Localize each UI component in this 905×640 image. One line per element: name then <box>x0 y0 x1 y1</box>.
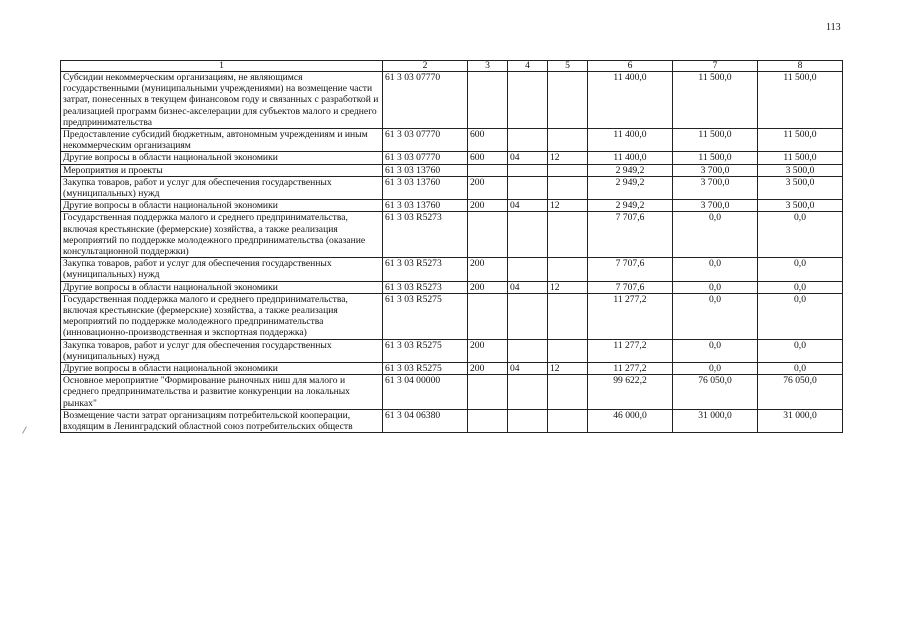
cell-amount-year2: 11 500,0 <box>673 152 758 164</box>
cell-name: Предоставление субсидий бюджетным, автономным учреждениям и иным некоммерческим организациям <box>61 129 383 152</box>
cell-subsection <box>548 409 588 432</box>
col-header-5: 5 <box>548 61 588 72</box>
cell-amount-year3: 3 500,0 <box>758 200 843 212</box>
cell-expense-type: 600 <box>468 152 508 164</box>
cell-subsection <box>548 212 588 258</box>
cell-amount-year1: 11 277,2 <box>588 339 673 362</box>
cell-name: Возмещение части затрат организациям потребительской кооперации, входящим в Ленинградский областной союз потребительских обществ <box>61 409 383 432</box>
cell-name: Основное мероприятие "Формирование рыночных ниш для малого и среднего предпринимательства и развитие конкуренции на локальных рынках" <box>61 375 383 410</box>
table-row <box>61 375 843 410</box>
table-row <box>61 152 843 164</box>
cell-expense-type: 200 <box>468 258 508 281</box>
cell-expense-type: 200 <box>468 363 508 375</box>
cell-expense-type <box>468 409 508 432</box>
table-row <box>61 164 843 176</box>
table-row <box>61 129 843 152</box>
cell-expense-type <box>468 212 508 258</box>
cell-amount-year3: 31 000,0 <box>758 409 843 432</box>
table-row <box>61 176 843 199</box>
table-row <box>61 281 843 293</box>
cell-amount-year3: 3 500,0 <box>758 176 843 199</box>
cell-expense-type: 200 <box>468 176 508 199</box>
cell-target-article: 61 3 03 R5275 <box>383 339 468 362</box>
budget-table <box>60 60 843 433</box>
cell-amount-year2: 0,0 <box>673 363 758 375</box>
cell-amount-year3: 0,0 <box>758 281 843 293</box>
col-header-7: 7 <box>673 61 758 72</box>
cell-amount-year1: 11 400,0 <box>588 129 673 152</box>
cell-target-article: 61 3 03 07770 <box>383 152 468 164</box>
cell-amount-year2: 11 500,0 <box>673 72 758 129</box>
cell-amount-year2: 0,0 <box>673 281 758 293</box>
col-header-2: 2 <box>383 61 468 72</box>
cell-amount-year1: 11 400,0 <box>588 152 673 164</box>
table-row <box>61 363 843 375</box>
cell-section <box>508 164 548 176</box>
table-row <box>61 200 843 212</box>
cell-expense-type: 200 <box>468 281 508 293</box>
cell-amount-year3: 0,0 <box>758 212 843 258</box>
cell-amount-year2: 3 700,0 <box>673 176 758 199</box>
cell-name: Закупка товаров, работ и услуг для обеспечения государственных (муниципальных) нужд <box>61 176 383 199</box>
col-header-3: 3 <box>468 61 508 72</box>
cell-amount-year3: 0,0 <box>758 363 843 375</box>
cell-amount-year3: 3 500,0 <box>758 164 843 176</box>
cell-amount-year3: 11 500,0 <box>758 129 843 152</box>
cell-section <box>508 212 548 258</box>
cell-subsection <box>548 164 588 176</box>
cell-section <box>508 293 548 339</box>
table-row <box>61 258 843 281</box>
table-row <box>61 72 843 129</box>
cell-expense-type <box>468 72 508 129</box>
cell-amount-year3: 0,0 <box>758 293 843 339</box>
cell-section: 04 <box>508 281 548 293</box>
cell-section <box>508 375 548 410</box>
table-row <box>61 212 843 258</box>
cell-amount-year1: 2 949,2 <box>588 164 673 176</box>
cell-amount-year1: 46 000,0 <box>588 409 673 432</box>
cell-target-article: 61 3 03 07770 <box>383 72 468 129</box>
cell-amount-year3: 0,0 <box>758 339 843 362</box>
cell-amount-year1: 99 622,2 <box>588 375 673 410</box>
cell-subsection <box>548 129 588 152</box>
cell-target-article: 61 3 03 13760 <box>383 164 468 176</box>
cell-expense-type <box>468 164 508 176</box>
cell-section <box>508 72 548 129</box>
cell-section <box>508 258 548 281</box>
cell-amount-year2: 0,0 <box>673 212 758 258</box>
cell-name: Государственная поддержка малого и среднего предпринимательства, включая крестьянские (фермерские) хозяйства, а также реализация мероприятий по поддержке молодежного предпринимательства (инновационно-производственная и экспортная поддержка) <box>61 293 383 339</box>
cell-name: Другие вопросы в области национальной экономики <box>61 281 383 293</box>
cell-target-article: 61 3 03 R5273 <box>383 258 468 281</box>
cell-target-article: 61 3 03 R5275 <box>383 363 468 375</box>
cell-section <box>508 129 548 152</box>
cell-target-article: 61 3 03 R5273 <box>383 281 468 293</box>
table-row <box>61 409 843 432</box>
cell-target-article: 61 3 03 R5275 <box>383 293 468 339</box>
cell-expense-type <box>468 293 508 339</box>
cell-amount-year1: 7 707,6 <box>588 281 673 293</box>
cell-name: Закупка товаров, работ и услуг для обеспечения государственных (муниципальных) нужд <box>61 339 383 362</box>
cell-name: Другие вопросы в области национальной экономики <box>61 152 383 164</box>
cell-amount-year2: 3 700,0 <box>673 164 758 176</box>
cell-section <box>508 409 548 432</box>
cell-name: Государственная поддержка малого и среднего предпринимательства, включая крестьянские (фермерские) хозяйства, а также реализация мероприятий по поддержке молодежного предпринимательства (оказание консультационной поддержки) <box>61 212 383 258</box>
cell-amount-year1: 11 400,0 <box>588 72 673 129</box>
cell-expense-type: 200 <box>468 339 508 362</box>
col-header-1: 1 <box>61 61 383 72</box>
col-header-8: 8 <box>758 61 843 72</box>
cell-amount-year2: 0,0 <box>673 258 758 281</box>
cell-section <box>508 176 548 199</box>
header-row <box>61 61 843 72</box>
cell-name: Мероприятия и проекты <box>61 164 383 176</box>
cell-target-article: 61 3 04 06380 <box>383 409 468 432</box>
cell-amount-year1: 2 949,2 <box>588 200 673 212</box>
cell-subsection <box>548 176 588 199</box>
cell-expense-type: 200 <box>468 200 508 212</box>
table-row <box>61 293 843 339</box>
cell-target-article: 61 3 03 13760 <box>383 200 468 212</box>
cell-section <box>508 339 548 362</box>
cell-amount-year2: 31 000,0 <box>673 409 758 432</box>
cell-section: 04 <box>508 152 548 164</box>
cell-subsection <box>548 339 588 362</box>
cell-amount-year3: 76 050,0 <box>758 375 843 410</box>
cell-target-article: 61 3 04 00000 <box>383 375 468 410</box>
page-number: 113 <box>826 22 841 33</box>
cell-amount-year2: 0,0 <box>673 293 758 339</box>
col-header-6: 6 <box>588 61 673 72</box>
col-header-4: 4 <box>508 61 548 72</box>
cell-target-article: 61 3 03 R5273 <box>383 212 468 258</box>
cell-name: Закупка товаров, работ и услуг для обеспечения государственных (муниципальных) нужд <box>61 258 383 281</box>
cell-name: Другие вопросы в области национальной экономики <box>61 200 383 212</box>
cell-amount-year1: 11 277,2 <box>588 363 673 375</box>
cell-expense-type: 600 <box>468 129 508 152</box>
cell-subsection: 12 <box>548 200 588 212</box>
scan-artifact <box>22 426 27 433</box>
cell-amount-year3: 11 500,0 <box>758 152 843 164</box>
cell-subsection <box>548 72 588 129</box>
cell-section: 04 <box>508 200 548 212</box>
cell-amount-year1: 2 949,2 <box>588 176 673 199</box>
cell-amount-year2: 76 050,0 <box>673 375 758 410</box>
cell-amount-year3: 0,0 <box>758 258 843 281</box>
cell-expense-type <box>468 375 508 410</box>
cell-name: Субсидии некоммерческим организациям, не являющимся государственными (муниципальными учреждениями) на возмещение части затрат, понесенных в текущем финансовом году и связанных с разработкой и реализацией программ бизнес-акселерации для субъектов малого и среднего предпринимательства <box>61 72 383 129</box>
cell-subsection <box>548 293 588 339</box>
cell-amount-year3: 11 500,0 <box>758 72 843 129</box>
cell-name: Другие вопросы в области национальной экономики <box>61 363 383 375</box>
cell-section: 04 <box>508 363 548 375</box>
cell-subsection <box>548 258 588 281</box>
cell-amount-year2: 11 500,0 <box>673 129 758 152</box>
cell-amount-year2: 0,0 <box>673 339 758 362</box>
cell-subsection <box>548 375 588 410</box>
cell-target-article: 61 3 03 13760 <box>383 176 468 199</box>
cell-amount-year1: 7 707,6 <box>588 212 673 258</box>
cell-subsection: 12 <box>548 281 588 293</box>
cell-subsection: 12 <box>548 363 588 375</box>
table-row <box>61 339 843 362</box>
cell-subsection: 12 <box>548 152 588 164</box>
cell-amount-year1: 11 277,2 <box>588 293 673 339</box>
cell-amount-year1: 7 707,6 <box>588 258 673 281</box>
cell-target-article: 61 3 03 07770 <box>383 129 468 152</box>
cell-amount-year2: 3 700,0 <box>673 200 758 212</box>
